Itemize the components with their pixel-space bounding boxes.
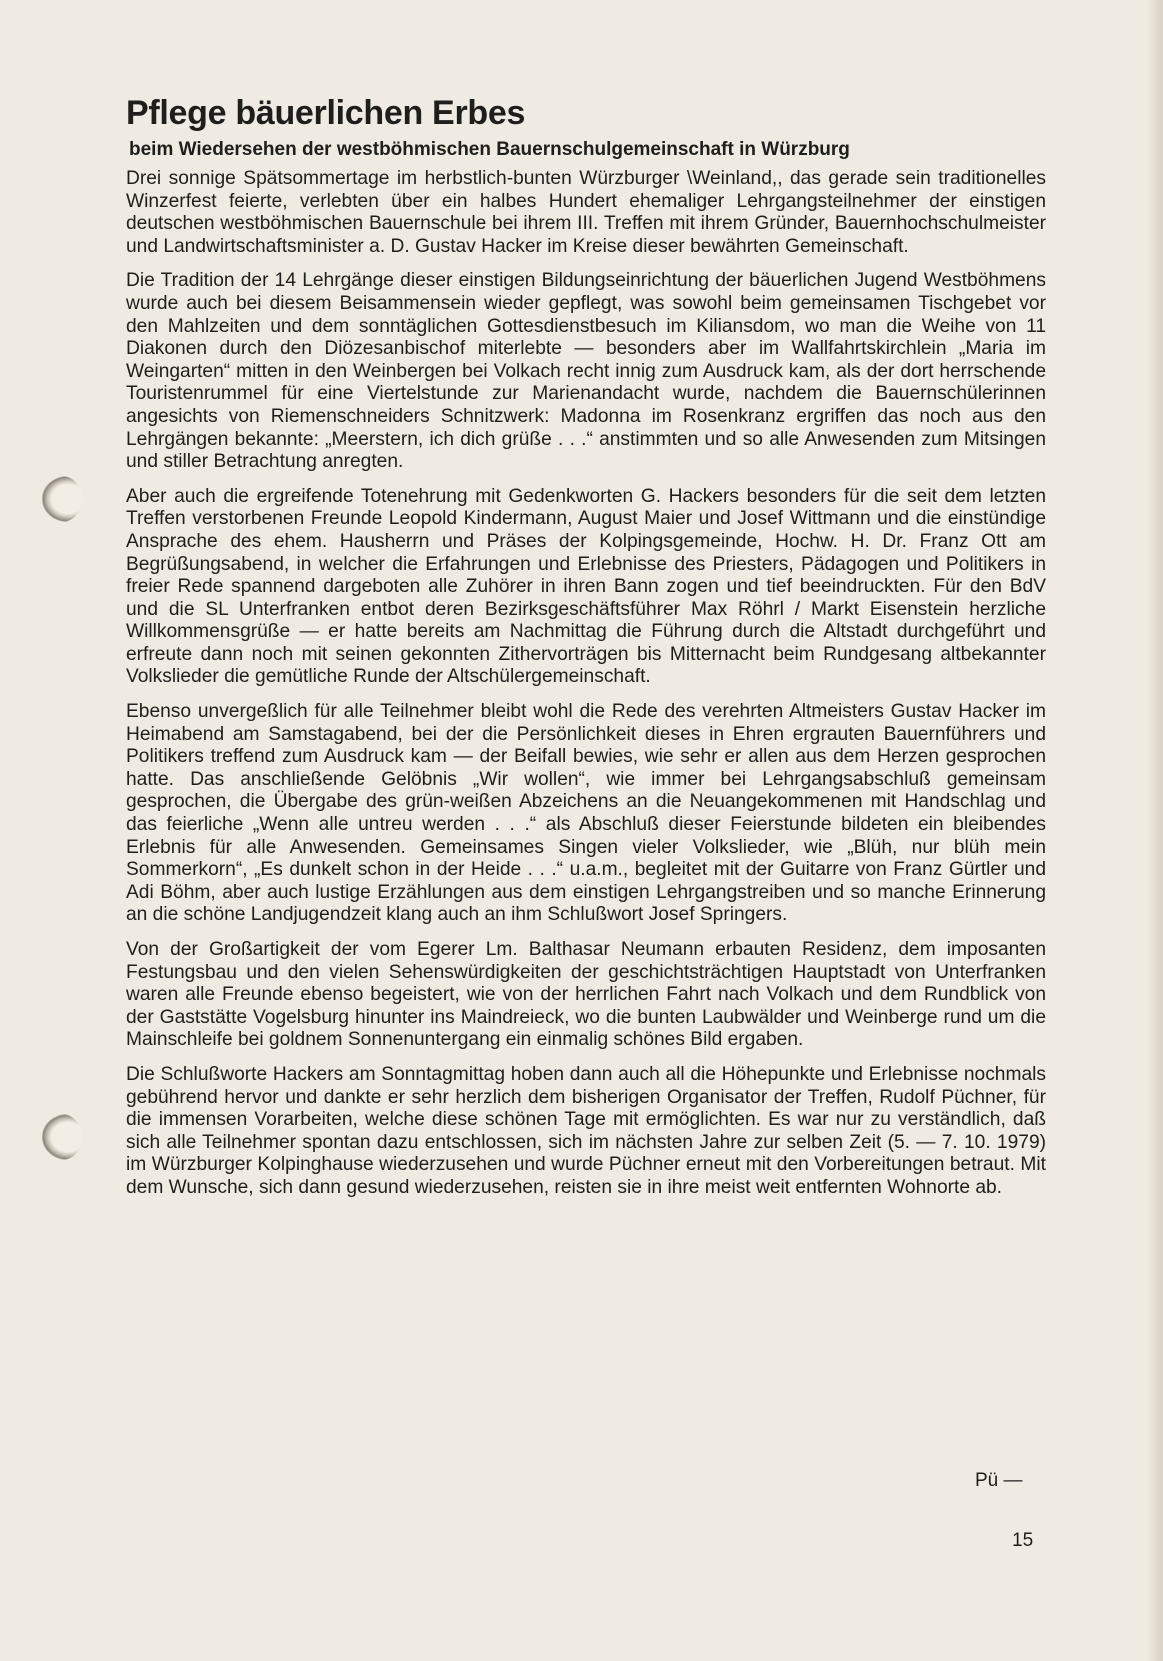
paragraph-5: Von der Großartigkeit der vom Egerer Lm. Balthasar Neumann erbauten Residenz, dem imposanten Festungsbau und den vielen Sehenswürdigkeiten der geschichtsträchtigen Hauptstadt von Unterfranken waren alle Freunde ebenso begeistert, wie von der herrlichen Fahrt nach Volkach und dem Rundblick von der Gaststätte Vogelsburg hinunter ins Maindreieck, wo die bunten Laubwälder und Weinberge rund um die Mainschleife bei goldnem Sonnenuntergang ein einmalig schönes Bild ergaben. (126, 939, 1046, 1051)
paragraph-4: Ebenso unvergeßlich für alle Teilnehmer bleibt wohl die Rede des verehrten Altmeisters Gustav Hacker im Heimabend am Samstagabend, bei der die Persönlichkeit dieses in Ehren ergrauten Bauernführers und Politikers treffend zum Ausdruck kam — der Beifall bewies, wie sehr er allen aus dem Herzen gesprochen hatte. Das anschließende Gelöbnis „Wir wollen“, wie immer bei Lehrgangsabschluß gemeinsam gesprochen, die Übergabe des grün-weißen Abzeichens an die Neuangekommenen mit Handschlag und das feierliche „Wenn alle untreu werden . . .“ als Abschluß dieser Feierstunde bildeten ein bleibendes Erlebnis für alle Anwesenden. Gemeinsames Singen vieler Volkslieder, wie „Blüh, nur blüh mein Sommerkorn“, „Es dunkelt schon in der Heide . . .“ u.a.m., begleitet mit der Guitarre von Franz Gürtler und Adi Böhm, aber auch lustige Erzählungen aus dem einstigen Lehrgangstreiben und so manche Erinnerung an die schöne Landjugendzeit klang auch an ihm Schlußwort Josef Springers. (126, 701, 1046, 926)
punch-hole-lower (42, 1114, 82, 1160)
author-signature: Pü — (975, 1470, 1023, 1491)
punch-hole-upper (42, 476, 82, 522)
paragraph-3: Aber auch die ergreifende Totenehrung mit Gedenkworten G. Hackers besonders für die seit dem letzten Treffen verstorbenen Freunde Leopold Kindermann, August Maier und Josef Wittmann und die einstündige Ansprache des ehem. Hausherrn und Präses der Kolpingsgemeinde, Hochw. H. Dr. Franz Ott am Begrüßungsabend, in welcher die Erfahrungen und Erlebnisse des Priesters, Pädagogen und Politikers in freier Rede spannend dargeboten alle Zuhörer in ihren Bann zogen und tief beeindruckten. Für den BdV und die SL Unterfranken entbot deren Bezirksgeschäftsführer Max Röhrl / Markt Eisenstein herzliche Willkommensgrüße — er hatte bereits am Nachmittag die Führung durch die Altstadt durchgeführt und erfreute dann noch mit seinen gekonnten Zithervorträgen bis Mitternacht beim Rundgesang altbekannter Volkslieder die gemütliche Runde der Altschülergemeinschaft. (126, 485, 1046, 688)
paragraph-6: Die Schlußworte Hackers am Sonntagmittag hoben dann auch all die Höhepunkte und Erlebnisse nochmals gebührend hervor und dankte er sehr herzlich dem bisherigen Organisator der Treffen, Rudolf Püchner, für die immensen Vorarbeiten, welche diese schönen Tage mit ermöglichten. Es war nur zu verständlich, daß sich alle Teilnehmer spontan dazu entschlossen, sich im nächsten Jahre zur selben Zeit (5. — 7. 10. 1979) im Würzburger Kolpinghause wiederzusehen und wurde Püchner erneut mit den Vorbereitungen betraut. Mit dem Wunsche, sich dann gesund wiederzusehen, reisten sie in ihre meist weit entfernten Wohnorte ab. (126, 1063, 1046, 1198)
article (126, 92, 1046, 1212)
paper-edge (1149, 0, 1163, 1661)
article-subtitle: beim Wiedersehen der westböhmischen Bauernschulgemeinschaft in Würzburg (129, 139, 850, 160)
article-title: Pflege bäuerlichen Erbes (126, 94, 526, 132)
page-number: 15 (1012, 1530, 1034, 1551)
paragraph-2: Die Tradition der 14 Lehrgänge dieser einstigen Bildungseinrichtung der bäuerlichen Jugend Westböhmens wurde auch bei diesem Beisammensein wieder gepflegt, was sowohl beim gemeinsamen Tischgebet vor den Mahlzeiten und dem sonntäglichen Gottesdienstbesuch im Kiliansdom, wo man die Weihe von 11 Diakonen durch den Diözesanbischof miterlebte — besonders aber im Wallfahrtskirchlein „Maria im Weingarten“ mitten in den Weinbergen bei Volkach recht innig zum Ausdruck kam, als der dort herrschende Touristenrummel für eine Viertelstunde zur Marienandacht wurde, nachdem die Bauernschülerinnen angesichts von Riemenschneiders Schnitzwerk: Madonna im Rosenkranz ergriffen das noch aus den Lehrgängen bekannte: „Meerstern, ich dich grüße . . .“ anstimmten und so alle Anwesenden zum Mitsingen und stiller Betrachtung anregten. (126, 270, 1046, 473)
paragraph-1: Drei sonnige Spätsommertage im herbstlich-bunten Würzburger \Weinland,, das gerade sein traditionelles Winzerfest feierte, verlebten über ein halbes Hundert ehemaliger Lehrgangsteilnehmer der einstigen deutschen westböhmischen Bauernschule bei ihrem III. Treffen mit ihrem Gründer, Bauernhochschulmeister und Landwirtschaftsminister a. D. Gustav Hacker im Kreise dieser bewährten Gemeinschaft. (126, 168, 1046, 257)
